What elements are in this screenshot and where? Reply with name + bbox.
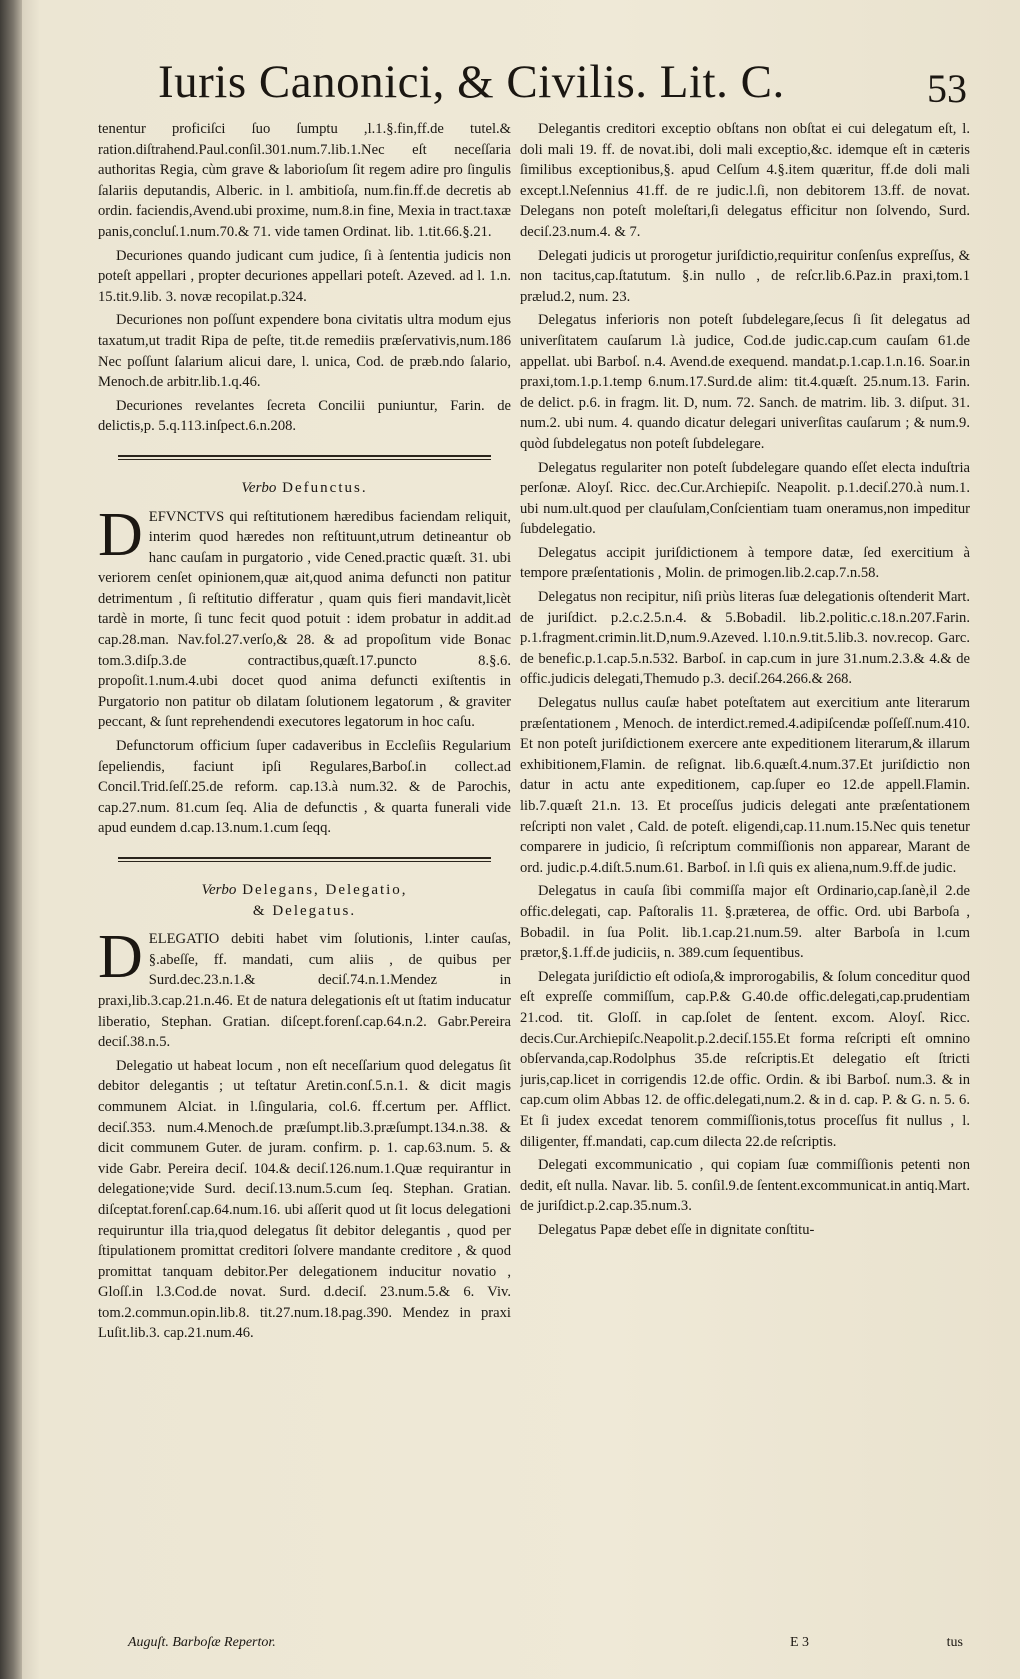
heading-word: Defunctus.	[282, 479, 368, 496]
entry-text: ELEGATIO debiti habet vim ſolutionis, l.inter cauſas, §.abeſſe, ff. mandati, cum aliis , de quibus per Surd.dec.23.n.1.& deciſ.74.n.1.Mendez in praxi,lib.3.cap.21.n.46. Et de natura delegationis eſt ut ſtatim inducatur liberatio, Stephan. Gratian. diſcept.forenſ.cap.64.n.2. Gabr.Pereira deciſ.38.n.5.	[98, 931, 511, 1051]
paragraph: tenentur proficiſci ſuo ſumptu ,l.1.§.fin,ff.de tutel.& ration.diſtrahend.Paul.conſil.301.num.7.lib.1.Nec eſt neceſſaria authoritas Regia, cùm grave & laborioſum ſit regem adire pro ſingulis ſalariis deputandis, Alberic. in l. ambitioſa, num.fin.ff.de decretis ab ordin. faciendis,Avend.ubi proxime, num.8.in fine, Mexia in tract.taxæ panis,concluſ.1.num.70.& 71. vide tamen Ordinat. lib. 1.tit.66.§.21.	[98, 121, 511, 240]
signature-mark: E 3	[790, 1635, 810, 1650]
entry-text: EFVNCTVS qui reſtitutionem hæredibus faciendam reliquit, interim quod hæredes non reſtituunt,utrum detineantur ob hanc cauſam in purgatorio , vide Cened.practic quæſt. 31. ubi veriorem cenſet opinionem,quæ ait,quod anima defuncti non patitur detrimentum , ſi reſtitutio differatur , quam quis fieri mandavit,licèt tardè in morte, ſi tunc fecit quod potuit : idem probatur in addit.ad cap.28.man. Nav.fol.27.verſo,& 28. & ad propoſitum vide Bonac tom.3.diſp.3.de contractibus,quæſt.17.puncto 8.§.6. propoſit.1.num.4.ubi docet quod anima defuncti exiſtentis in Purgatorio non patitur ob dilatam ſolutionem legatorum , & graviter peccant, & ſunt reprehendendi executores legatorum in hoc caſu.	[98, 508, 511, 731]
paragraph: Delegatus non recipitur, niſi priùs literas ſuæ delegationis oſtenderit Mart. de juriſdict. p.2.c.2.5.n.4. & 5.Bobadil. lib.2.politic.c.18.n.207.Farin. p.1.fragment.crimin.lit.D,num.9.Azeved. l.10.n.9.tit.5.lib.3. nov.recop. Garc. de benefic.p.1.cap.5.n.532. Barboſ. in cap.cum in jure 31.num.2.3.& 4.& de offic.judicis delegati,Themudo p.3. deciſ.264.266.& 268.	[520, 589, 970, 688]
catchword-left: Auguſt. Barboſæ Repertor.	[128, 1635, 276, 1650]
section-heading	[98, 880, 511, 921]
paragraph: Decuriones quando judicant cum judice, ſi à ſententia judicis non poteſt appellari , propter decuriones appellari poteſt. Azeved. ad l. 1.n. 15.tit.9.lib. 3. novæ recopilat.p.324.	[98, 247, 511, 305]
paragraph: Decuriones revelantes ſecreta Concilii puniuntur, Farin. de delictis,p. 5.q.113.inſpect.6.n.208.	[98, 397, 511, 435]
paragraph: Delegati excommunicatio , qui copiam ſuæ commiſſionis petenti non dedit, eſt nulla. Navar. lib. 5. conſil.9.de ſentent.excommunicat.in antiq.Mart. de juriſdict.p.2.cap.35.num.3.	[520, 1157, 970, 1215]
book-gutter	[0, 0, 22, 1679]
heading-verbo: Verbo	[201, 882, 237, 898]
paragraph: Delegatus regulariter non poteſt ſubdelegare quando eſſet electa induſtria perſonæ. Aloyſ. Ricc. dec.Cur.Archiepiſc. Neapolit. p.1.deciſ.270.à num.1. ubi num.ult.quod per clauſulam,Conſcientiam tuam oneramus,non impeditur ſubdelegatio.	[520, 459, 970, 538]
running-title: Iuris Canonici, & Civilis. Lit. C.	[158, 56, 785, 108]
paragraph: Delegantis creditori exceptio obſtans non obſtat ei cui delegatum eſt, l. doli mali 19. ff. de novat.ibi, doli mali exceptio,&c. idemque eſt in cæteris ſimilibus exceptionibus,§. apud Celſum 4.§.item quæritur, ff.de doli mali except.l.Neſennius 41.ff. de re judic.l.ſi, non debitorem 13.ff. de novat. Delegans non poteſt moleſtari,ſi delegatus efficitur non ſolvendo, Surd. deciſ.23.num.4. & 7.	[520, 121, 970, 240]
paragraph: Delegatus Papæ debet eſſe in dignitate conſtitu-	[538, 1221, 815, 1238]
drop-cap: D	[98, 500, 143, 569]
entry-paragraph	[98, 923, 511, 1053]
paragraph: Delegati judicis ut prorogetur juriſdictio,requiritur conſenſus expreſſus, & non tacitus,cap.ſtatutum. §.in nullo , de reſcr.lib.6.Paz.in praxi,tom.1 prælud.2, num. 23.	[520, 247, 970, 305]
page-footer	[98, 1635, 973, 1655]
paragraph: Delegata juriſdictio eſt odioſa,& improrogabilis, & ſolum conceditur quod eſt expreſſe commiſſum, cap.P.& G.40.de offic.delegati,cap.prudentiam 21.cod. tit. Gloſſ. in cap.ſolet de ſentent. excom. Aloyſ. Ricc. decis.Cur.Archiepiſc.Neapolit.p.2.deciſ.155.Et forma reſcripti eſt omnino obſervanda,cap.Rodolphus 35.de reſcriptis.Et delegatio eſt ſtricti juris,cap.licet in corrigendis 12.de offic. Ordin. & ibi Barboſ. num.3. & in cap.cum olim Abbas 12. de offic.delegati,num.2. & in d. cap. P. & G. n. 5. 6. Et ſi judex excedat tenorem commiſſionis,totus proceſſus fit nullus , l. diligenter, ff.mandati, cap.cum dilecta 22.de reſcriptis.	[520, 968, 970, 1150]
paragraph: Delegatus accipit juriſdictionem à tempore datæ, ſed exercitium à tempore præſentationis , Molin. de primogen.lib.2.cap.7.n.58.	[520, 544, 970, 582]
entry-paragraph	[98, 500, 511, 734]
heading-word: Delegans, Delegatio,	[242, 882, 408, 898]
left-column	[98, 119, 511, 1629]
section-divider	[118, 455, 491, 460]
book-page	[98, 45, 973, 1655]
paragraph: Delegatus nullus cauſæ habet poteſtatem aut exercitium ante literarum præſentationem , Menoch. de interdict.remed.4.adipiſcendæ poſſeſſ.num.410. Et non poteſt juriſdictionem exercere ante expeditionem literarum,& illarum exhibitionem,Flamin. de reſignat. lib.6.quæſt.4.num.37.Et juriſdictio non datur in actu ante expeditionem, cap.ſuper eo 12.de appell.Flamin. lib.7.quæſt 21.n. 13. Et proceſſus judicis delegati ante præſentationem reſcripti non valet , Cald. de poteſt. eligendi,cap.11.num.15.Nec quis tenetur comparere in judicio, ſi reſcriptum commiſſionis non apparear, Marant de ord. judic.p.4.diſt.5.num.61. Barboſ. in l.ſi quis ex aliena,num.9.ff.de judic.	[520, 695, 970, 876]
catchword-right: tus	[946, 1635, 963, 1650]
heading-verbo: Verbo	[241, 479, 277, 496]
page-header	[98, 45, 973, 115]
paragraph: Defunctorum officium ſuper cadaveribus in Eccleſiis Regularium ſepeliendis, faciunt ipſi Regulares,Barboſ.in collect.ad Concil.Trid.ſeſſ.25.de reform. cap.13.à num.32. & de Parochis, cap.27.num. 81.cum ſeq. Alia de defunctis , & quarta funerali vide apud eundem d.cap.13.num.1.cum ſeqq.	[98, 738, 511, 837]
section-heading	[98, 478, 511, 499]
paragraph: Delegatio ut habeat locum , non eſt neceſſarium quod delegatus ſit debitor delegantis ; ut teſtatur Aretin.conſ.5.n.1. & dicit magis communem Alciat. in l.ſingularia, col.6. ff.certum per. Afflict. deciſ.353. num.4.Menoch.de præſumpt.lib.3.præſumpt.134.n.38. & dicit communem Guter. de juram. confirm. p. 1. cap.63.num. 5. & vide Gabr. Pereira deciſ. 104.& deciſ.126.num.1.Quæ requirantur in delegatione;vide Surd. deciſ.13.num.5.cum ſeq. Stephan. Gratian. diſceptat.forenſ.cap.64.num.16. ubi aſſerit quod ut ſit locus delegationi requiruntur illa tria,quod delegatus ſit debitor delegantis , quod per ſtipulationem promittat creditori ſolvere mandante creditore , & quod promittat tanquam debitor.Per delegationem inducitur novatio , Gloſſ.in l.3.Cod.de novat. Surd. d.deciſ. 23.num.5.& 6. Viv. tom.2.commun.opin.lib.8. tit.27.num.18.pag.390. Mendez in praxi Luſit.lib.3. cap.21.num.46.	[98, 1057, 511, 1342]
drop-cap: D	[98, 923, 143, 992]
section-divider	[118, 857, 491, 862]
paragraph: Delegatus inferioris non poteſt ſubdelegare,ſecus ſi ſit delegatus ad univerſitatem cauſarum l.à judice, Cod.de judic.cap.cum cauſam 61.de appellat. ubi Barboſ. n.4. Avend.de exequend. mandat.p.1.cap.1.n.16. Soar.in praxi,tom.1.p.1.temp 6.num.17.Surd.de alim: tit.4.quæſt. 25.num.13. Farin. de delict. p.6. in fragm. lit. D, num. 72. Sanch. de matrim. lib. 3. diſput. 31. num.2. ubi num. 4. quando dicatur delegari univerſitas cauſarum ; & num.9. quòd ſubdelegatus non poteſt ſubdelegare.	[520, 312, 970, 452]
page-number: 53	[927, 66, 967, 111]
right-column	[520, 119, 970, 1629]
paragraph: Decuriones non poſſunt expendere bona civitatis ultra modum ejus taxatum,ut tradit Ripa de peſte, tit.de remediis præſervativis,num.186 Nec poſſunt ſalarium alicui dare, l. unica, Cod. de præb.ndo ſalario, Menoch.de arbitr.lib.1.q.46.	[98, 312, 511, 391]
heading-word-line2: & Delegatus.	[252, 902, 357, 919]
paragraph: Delegatus in cauſa ſibi commiſſa major eſt Ordinario,cap.ſanè,il 2.de offic.delegati, cap. Paſtoralis 11. §.præterea, de offic. Ord. ubi Barboſa , Bobadil. in ſua Polit. lib.1.cap.21.num.59. alter Barboſa in l.cum prætor,§.1.ff.de judiciis, n. 389.cum ſequentibus.	[520, 883, 970, 962]
